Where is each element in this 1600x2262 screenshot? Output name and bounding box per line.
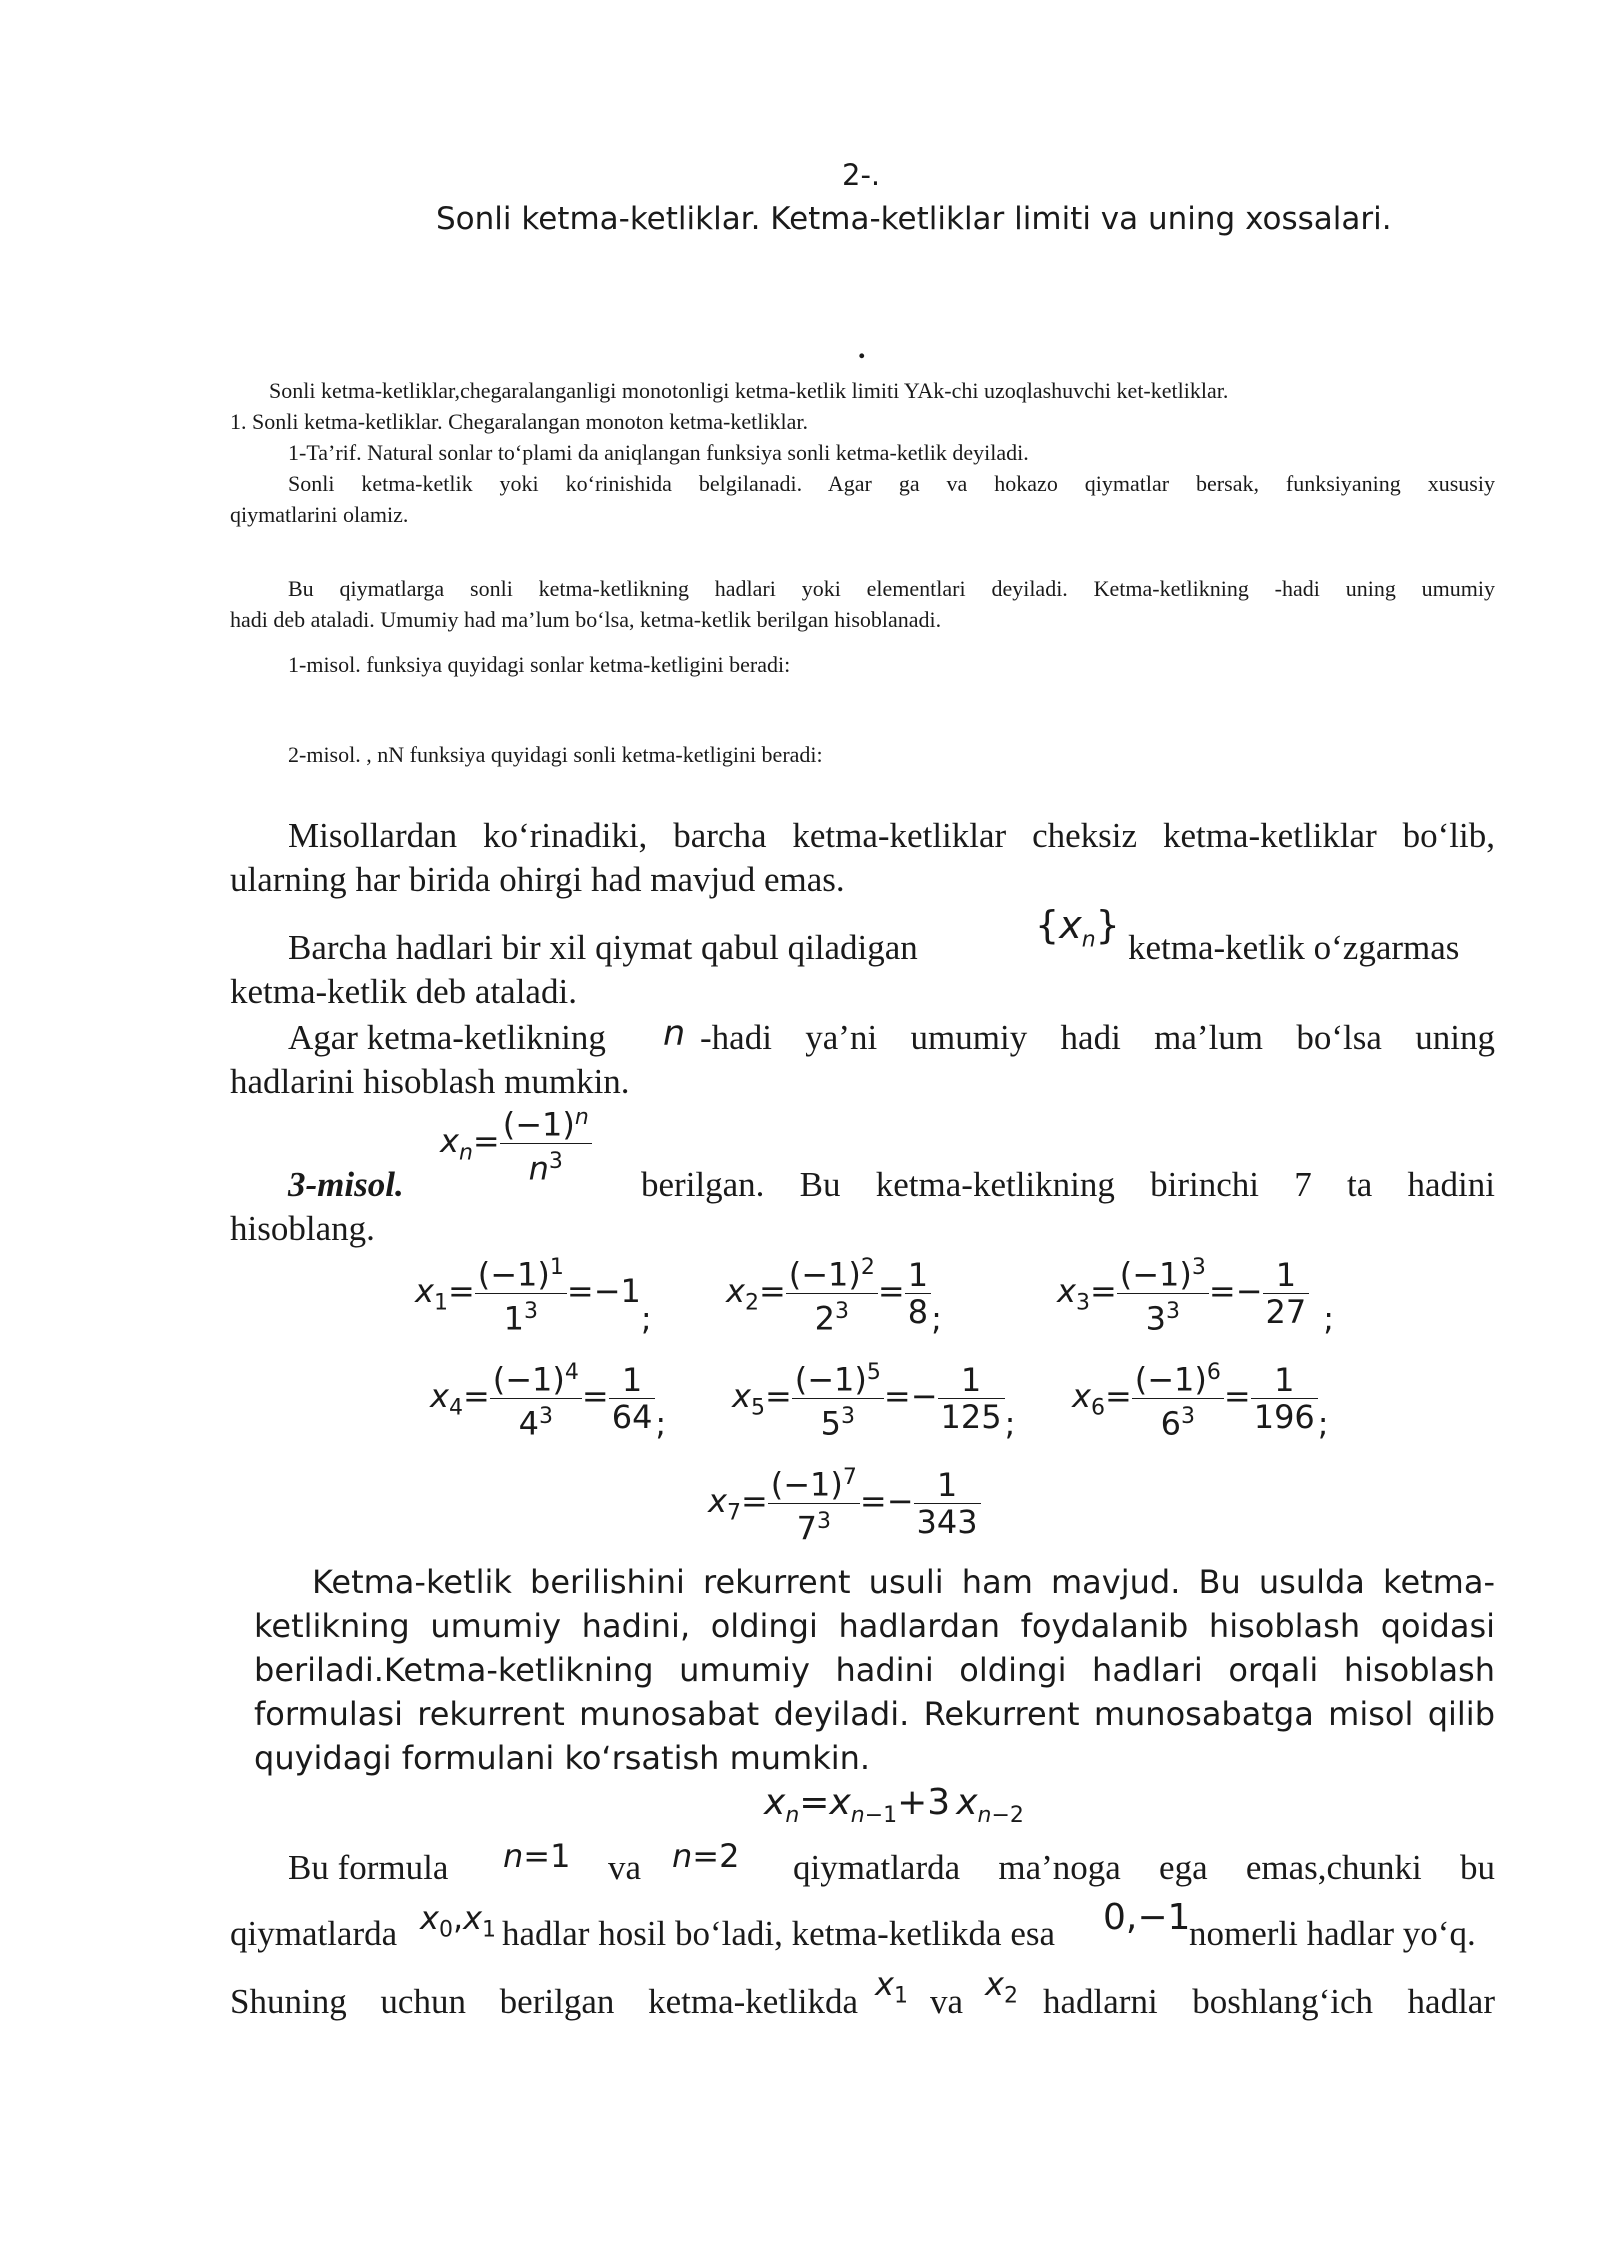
- recurrent-paragraph-line1: Ketma-ketlik berilishini rekurrent usuli ham mavjud. Bu usulda ketma-: [312, 1563, 1495, 1601]
- paragraph-3-text-a: Agar ketma-ketlikning: [288, 1018, 606, 1057]
- final-line3-text-a: Shuning uchun berilgan ketma-ketlikda: [230, 1982, 858, 2021]
- sequence-set-formula: $\{x_n\}$: [1035, 903, 1120, 953]
- final-line1-text-a: Bu formula: [288, 1848, 449, 1887]
- final-line1-text-c: qiymatlarda ma’noga ega emas,chunki bu: [793, 1848, 1495, 1887]
- formula-x2: $x_2$: [985, 1965, 1018, 2009]
- elements-text-line2: hadi deb ataladi. Umumiy had ma’lum bo‘lsa, ketma-ketlik berilgan hisoblanadi.: [230, 607, 942, 632]
- example-3-line2: hisoblang.: [230, 1209, 375, 1248]
- term-x6-formula: $x_6=$ $\frac{(-1)^6}{6^3}$ = $\frac{1}{196}$ ;: [1072, 1355, 1329, 1442]
- elements-text-line1: Bu qiymatlarga sonli ketma-ketlikning hadlari yoki elementlari deyiladi. Ketma-ketlikning -hadi uning umumiy: [288, 576, 1495, 601]
- notation-text-line1: Sonli ketma-ketlik yoki ko‘rinishida belgilanadi. Agar ga va hokazo qiymatlar bersak, funksiyaning xususiy: [288, 471, 1495, 496]
- recurrent-paragraph-line4: formulasi rekurrent munosabat deyiladi. Rekurrent munosabatga misol qilib: [254, 1695, 1495, 1733]
- example-3-definition-formula: $x_n=$ $\frac{(-1)^n}{n^3}$: [440, 1100, 592, 1186]
- formula-zero-minus-one: 0,−1: [1103, 1897, 1191, 1938]
- example-3-label: 3-misol.: [288, 1165, 404, 1204]
- final-line3-text-b: va: [930, 1982, 964, 2021]
- paragraph-2-line2: ketma-ketlik deb ataladi.: [230, 972, 577, 1011]
- section-heading: 1. Sonli ketma-ketliklar. Chegaralangan monoton ketma-ketliklar.: [230, 409, 808, 434]
- paragraph-3-text-b: -hadi ya’ni umumiy hadi ma’lum bo‘lsa uning: [700, 1018, 1495, 1057]
- term-x7-formula: $x_7=$ $\frac{(-1)^7}{7^3}$ =− $\frac{1}{343}$: [708, 1460, 981, 1546]
- example-2-text: 2-misol. , nN funksiya quyidagi sonli ketma-ketligini beradi:: [288, 742, 823, 767]
- term-x5-formula: $x_5=$ $\frac{(-1)^5}{5^3}$ =− $\frac{1}{125}$ ;: [732, 1355, 1015, 1442]
- definition-text: 1-Ta’rif. Natural sonlar to‘plami da aniqlangan funksiya sonli ketma-ketlik deyiladi.: [288, 440, 1029, 465]
- final-line2-text-b: hadlar hosil bo‘ladi, ketma-ketlikda esa: [502, 1914, 1056, 1953]
- recurrent-paragraph-line3: beriladi.Ketma-ketlikning umumiy hadini oldingi hadlari orqali hisoblash: [254, 1651, 1495, 1689]
- term-x3-formula: $x_3=$ $\frac{(-1)^3}{3^3}$ =− $\frac{1}{27}$ ;: [1057, 1250, 1334, 1337]
- paragraph-1-line2: ularning har birida ohirgi had mavjud emas.: [230, 860, 845, 899]
- page-title: Sonli ketma-ketliklar. Ketma-ketliklar limiti va uning xossalari.: [436, 201, 1392, 237]
- recurrent-formula: $x_n=x_{n-1}+3$ $x_{n-2}$: [764, 1782, 1024, 1829]
- n-symbol: n: [663, 1014, 686, 1054]
- recurrent-paragraph-line5: quyidagi formulani ko‘rsatish mumkin.: [254, 1739, 871, 1777]
- formula-n-equals-1: n=1: [503, 1837, 571, 1875]
- page-number-heading: 2-.: [842, 158, 881, 192]
- term-x4-formula: $x_4=$ $\frac{(-1)^4}{4^3}$ = $\frac{1}{64}$ ;: [430, 1355, 666, 1442]
- formula-n-equals-2: n=2: [672, 1837, 740, 1875]
- separator-dot: .: [858, 332, 866, 365]
- paragraph-1-line1: Misollardan ko‘rinadiki, barcha ketma-ketliklar cheksiz ketma-ketliklar bo‘lib,: [288, 816, 1495, 855]
- final-line3-text-c: hadlarni boshlang‘ich hadlar: [1043, 1982, 1495, 2021]
- topics-line: Sonli ketma-ketliklar,chegaralanganligi monotonligi ketma-ketlik limiti YAk-chi uzoqlashuvchi ket-ketliklar.: [269, 378, 1229, 403]
- formula-x1: $x_1$: [875, 1965, 908, 2009]
- paragraph-2-text-b: ketma-ketlik o‘zgarmas: [1128, 928, 1460, 967]
- paragraph-2-text-a: Barcha hadlari bir xil qiymat qabul qiladigan: [288, 928, 918, 967]
- recurrent-paragraph-line2: ketlikning umumiy hadini, oldingi hadlardan foydalanib hisoblash qoidasi: [254, 1607, 1495, 1645]
- example-3-text: berilgan. Bu ketma-ketlikning birinchi 7 ta hadini: [641, 1165, 1495, 1204]
- formula-x0-x1: $x_0,x_1$: [420, 1899, 497, 1943]
- term-x2-formula: $x_2=$ $\frac{(-1)^2}{2^3}$ = $\frac{1}{8}$ ;: [726, 1250, 942, 1337]
- final-line2-text-a: qiymatlarda: [230, 1914, 398, 1953]
- final-line1-text-b: va: [608, 1848, 642, 1887]
- paragraph-3-line2: hadlarini hisoblash mumkin.: [230, 1062, 630, 1101]
- notation-text-line2: qiymatlarini olamiz.: [230, 502, 409, 527]
- example-1-text: 1-misol. funksiya quyidagi sonlar ketma-ketligini beradi:: [288, 652, 791, 677]
- term-x1-formula: $x_1=$ $\frac{(-1)^1}{1^3}$ =−1;: [415, 1250, 652, 1337]
- final-line2-text-c: nomerli hadlar yo‘q.: [1189, 1914, 1476, 1953]
